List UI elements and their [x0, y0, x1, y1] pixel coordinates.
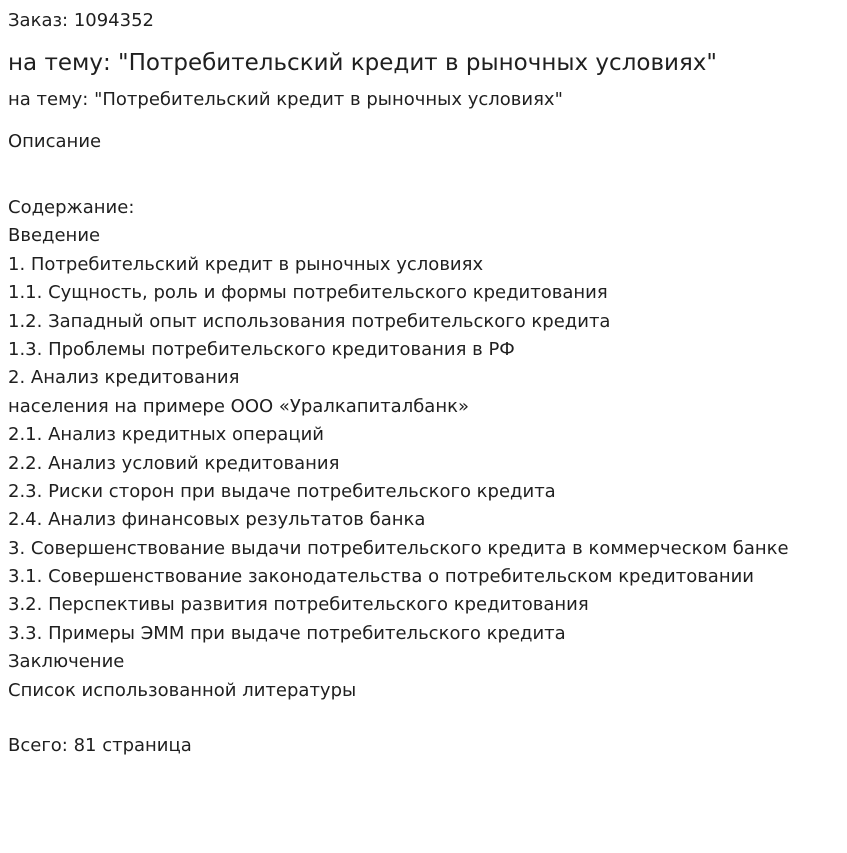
toc-item: 2.2. Анализ условий кредитования	[8, 452, 340, 474]
document-title: на тему: "Потребительский кредит в рыночных условиях"	[8, 50, 717, 76]
contents-heading: Содержание:	[8, 197, 135, 218]
toc-item: 2.1. Анализ кредитных операций	[8, 424, 324, 446]
toc-item: Введение	[8, 225, 101, 247]
document-subtitle: на тему: "Потребительский кредит в рыночных условиях"	[8, 89, 563, 110]
toc-item: 1.1. Сущность, роль и формы потребительского кредитования	[8, 282, 608, 304]
order-number: Заказ: 1094352	[8, 10, 154, 31]
toc-item: 2.3. Риски сторон при выдаче потребительского кредита	[8, 480, 556, 502]
table-of-contents	[8, 194, 789, 705]
toc-item: 3.3. Примеры ЭММ при выдаче потребительского кредита	[8, 622, 566, 644]
toc-item: Список использованной литературы	[8, 679, 357, 701]
toc-item: 3. Совершенствование выдачи потребительского кредита в коммерческом банке	[8, 537, 789, 559]
toc-item: 1. Потребительский кредит в рыночных условиях	[8, 253, 484, 275]
toc-item: Заключение	[8, 651, 125, 673]
toc-item: 2. Анализ кредитования	[8, 367, 240, 389]
toc-item: населения на примере ООО «Уралкапиталбанк»	[8, 395, 469, 417]
total-pages: Всего: 81 страница	[8, 735, 192, 756]
description-heading: Описание	[8, 131, 102, 152]
toc-item: 3.2. Перспективы развития потребительского кредитования	[8, 594, 589, 616]
toc-item: 3.1. Совершенствование законодательства о потребительском кредитовании	[8, 566, 755, 588]
toc-item: 1.2. Западный опыт использования потребительского кредита	[8, 310, 611, 332]
toc-item: 2.4. Анализ финансовых результатов банка	[8, 509, 426, 531]
toc-item: 1.3. Проблемы потребительского кредитования в РФ	[8, 338, 515, 360]
